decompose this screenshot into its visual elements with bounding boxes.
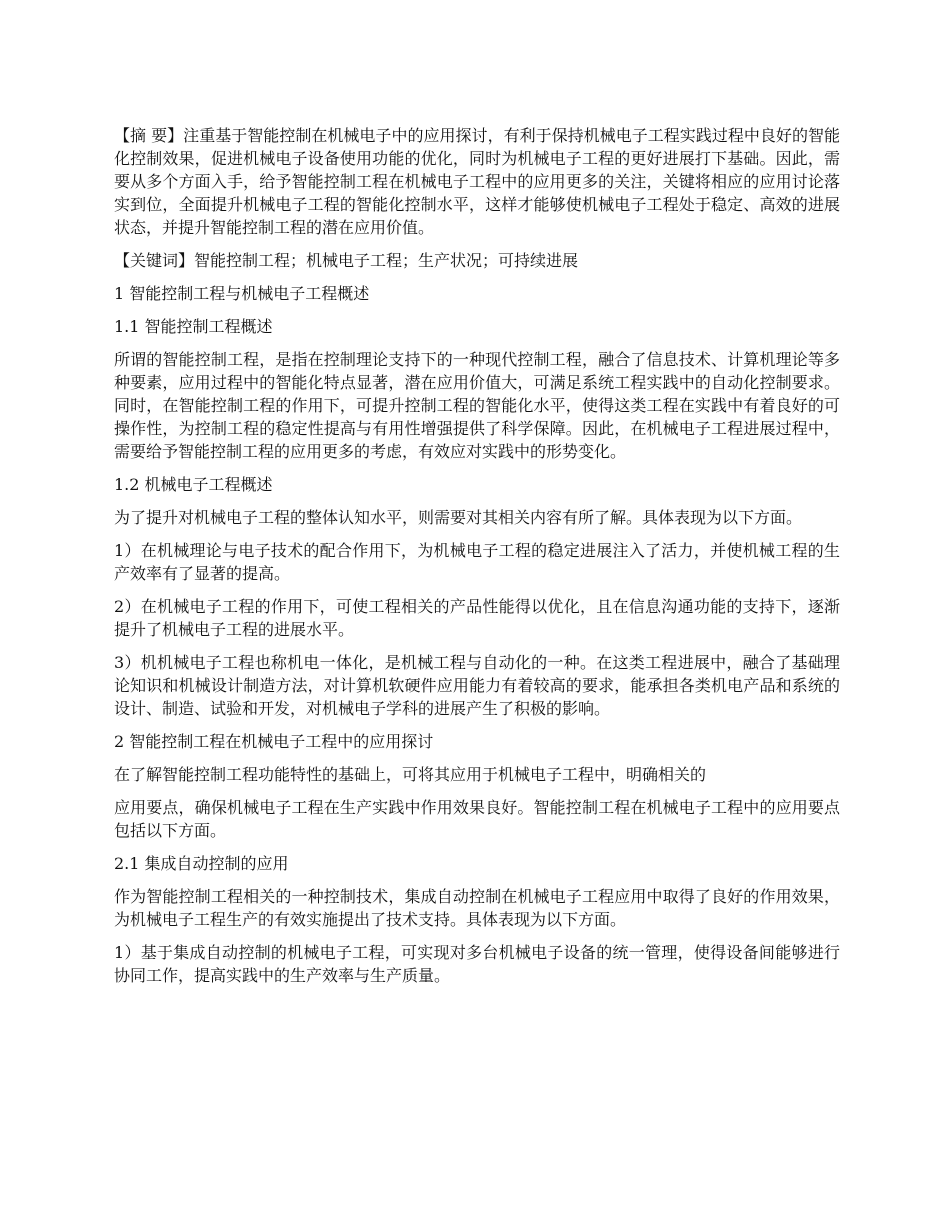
- section-2-para-2: 应用要点，确保机械电子工程在生产实践中作用效果良好。智能控制工程在机械电子工程中的应用要点包括以下方面。: [114, 798, 840, 840]
- section-2-1-heading: 2.1 集成自动控制的应用: [114, 854, 289, 873]
- section-2-1-body: 作为智能控制工程相关的一种控制技术，集成自动控制在机械电子工程应用中取得了良好的作用效果，为机械电子工程生产的有效实施提出了技术支持。具体表现为以下方面。: [114, 887, 840, 929]
- section-1-1-heading: 1.1 智能控制工程概述: [114, 317, 273, 336]
- section-2-heading: 2 智能控制工程在机械电子工程中的应用探讨: [114, 732, 434, 751]
- section-1-1-body: 所谓的智能控制工程，是指在控制理论支持下的一种现代控制工程，融合了信息技术、计算机理论等多种要素，应用过程中的智能化特点显著，潜在应用价值大，可满足系统工程实践中的自动化控制要求。同时，在智能控制工程的作用下，可提升控制工程的智能化水平，使得这类工程在实践中有着良好的可操作性，为控制工程的稳定性提高与有用性增强提供了科学保障。因此，在机械电子工程进展过程中，需要给予智能控制工程的应用更多的考虑，有效应对实践中的形势变化。: [114, 350, 840, 461]
- keywords-paragraph: 【关键词】智能控制工程；机械电子工程；生产状况；可持续进展: [114, 251, 579, 270]
- abstract-paragraph: 【摘 要】注重基于智能控制在机械电子中的应用探讨，有利于保持机械电子工程实践过程中良好的智能化控制效果，促进机械电子设备使用功能的优化，同时为机械电子工程的更好进展打下基础。因此，需要从多个方面入手，给予智能控制工程在机械电子工程中的应用更多的关注，关键将相应的应用讨论落实到位，全面提升机械电子工程的智能化控制水平，这样才能够使机械电子工程处于稳定、高效的进展状态，并提升智能控制工程的潜在应用价值。: [114, 126, 840, 237]
- section-1-2-intro: 为了提升对机械电子工程的整体认知水平，则需要对其相关内容有所了解。具体表现为以下方面。: [114, 508, 803, 527]
- list-item: 3）机机械电子工程也称机电一体化，是机械工程与自动化的一种。在这类工程进展中，融合了基础理论知识和机械设计制造方法，对计算机软硬件应用能力有着较高的要求，能承担各类机电产品和系统的设计、制造、试验和开发，对机械电子学科的进展产生了积极的影响。: [114, 653, 840, 718]
- list-item: 1）基于集成自动控制的机械电子工程，可实现对多台机械电子设备的统一管理，使得设备间能够进行协同工作，提高实践中的生产效率与生产质量。: [114, 943, 840, 985]
- section-1-2-heading: 1.2 机械电子工程概述: [114, 475, 273, 494]
- list-item: 2）在机械电子工程的作用下，可使工程相关的产品性能得以优化，且在信息沟通功能的支持下，逐渐提升了机械电子工程的进展水平。: [114, 597, 840, 639]
- list-item: 1）在机械理论与电子技术的配合作用下，为机械电子工程的稳定进展注入了活力，并使机械工程的生产效率有了显著的提高。: [114, 541, 840, 583]
- section-1-heading: 1 智能控制工程与机械电子工程概述: [114, 284, 370, 303]
- document-page: [114, 124, 840, 997]
- section-2-para-1: 在了解智能控制工程功能特性的基础上，可将其应用于机械电子工程中，明确相关的: [114, 765, 707, 784]
